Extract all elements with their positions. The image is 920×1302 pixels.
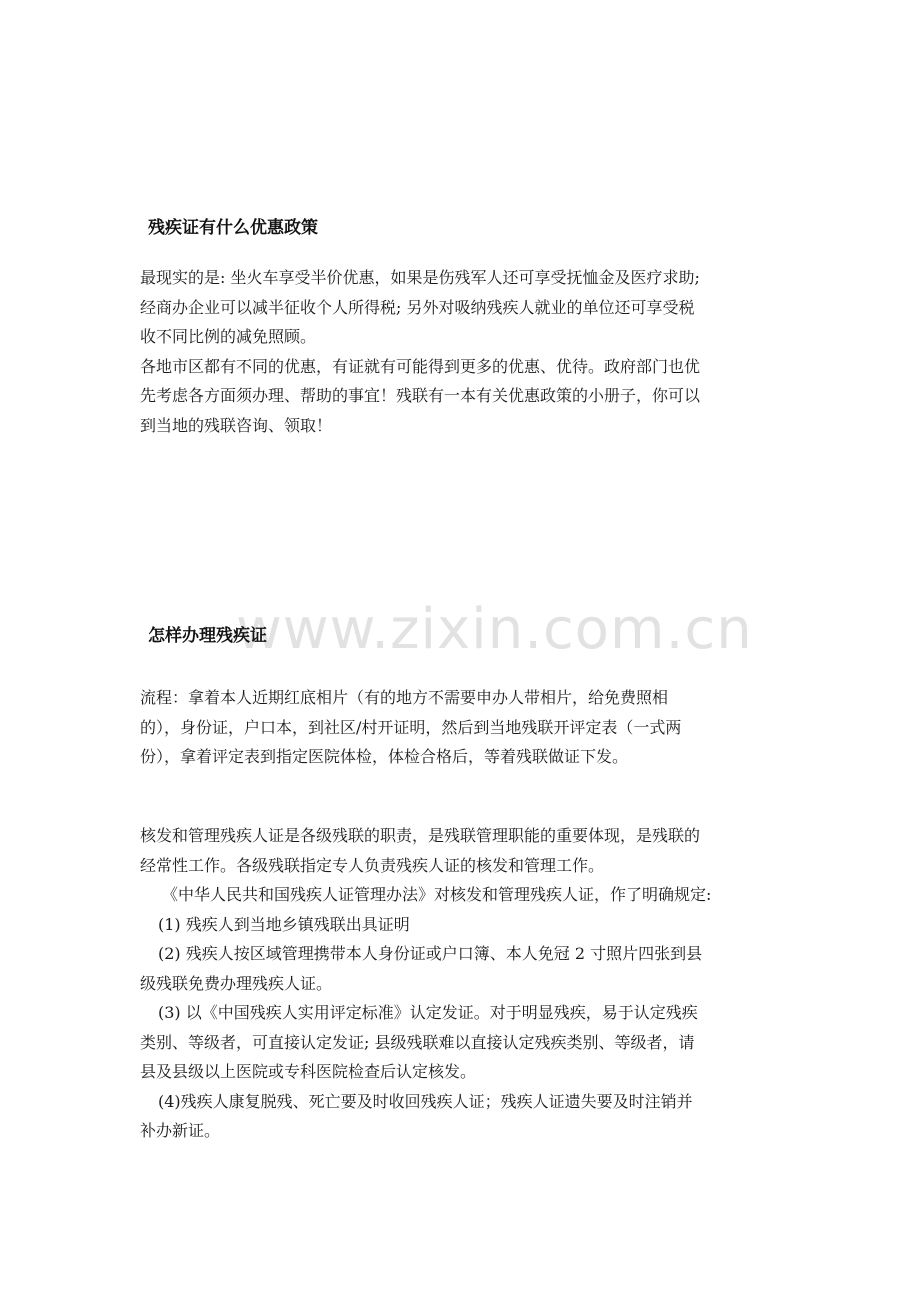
text-line: 份），拿着评定表到指定医院体检，体检合格后，等着残联做证下发。 [140,747,629,766]
text-line: 级残联免费办理残疾人证。 [140,973,333,993]
text-line: 类别、等级者，可直接认定发证; 县级残联难以直接认定残疾类别、等级者，请 [140,1032,695,1052]
text-line: 经商办企业可以减半征收个人所得税; 另外对吸纳残疾人就业的单位还可享受税 [140,297,695,317]
text-line: 县及县级以上医院或专科医院检查后认定核发。 [140,1062,477,1081]
list-item: (1) 残疾人到当地乡镇残联出具证明 [158,914,410,934]
list-item: (4)残疾人康复脱残、死亡要及时收回残疾人证；残疾人证遗失要及时注销并 [158,1091,693,1111]
text-line: 《中华人民共和国残疾人证管理办法》对核发和管理残疾人证，作了明确规定: [162,885,712,904]
text-line: 收不同比例的减免照顾。 [140,327,317,346]
text-line: 各地市区都有不同的优惠，有证就有可能得到更多的优惠、优待。政府部门也优 [140,356,701,376]
watermark: www.zixin.com.cn [236,597,753,662]
text-line: 核发和管理残疾人证是各级残联的职责，是残联管理职能的重要体现，是残联的 [140,826,701,845]
regulations-paragraph [140,821,785,1146]
text-line: 最现实的是: 坐火车享受半价优惠，如果是伤残军人还可享受抚恤金及医疗求助; [140,268,700,287]
list-item: (3) 以《中国残疾人实用评定标准》认定发证。对于明显残疾，易于认定残疾 [158,1003,698,1022]
text-line: 经常性工作。各级残联指定专人负责残疾人证的核发和管理工作。 [140,855,605,875]
benefits-paragraph [140,263,785,440]
list-item: (2) 残疾人按区域管理携带本人身份证或户口簿、本人免冠 2 寸照片四张到县 [158,944,703,963]
section-title-benefits: 残疾证有什么优惠政策 [148,218,318,238]
process-paragraph [140,683,785,772]
text-line: 流程：拿着本人近期红底相片（有的地方不需要申办人带相片，给免费照相 [140,688,669,707]
text-line: 补办新证。 [140,1121,221,1140]
text-line: 先考虑各方面须办理、帮助的事宜！残联有一本有关优惠政策的小册子，你可以 [140,386,701,405]
text-line: 的），身份证，户口本，到社区/村开证明，然后到当地残联开评定表（一式两 [140,717,682,737]
section-title-application: 怎样办理残疾证 [148,626,267,646]
text-line: 到当地的残联咨询、领取！ [140,415,333,435]
